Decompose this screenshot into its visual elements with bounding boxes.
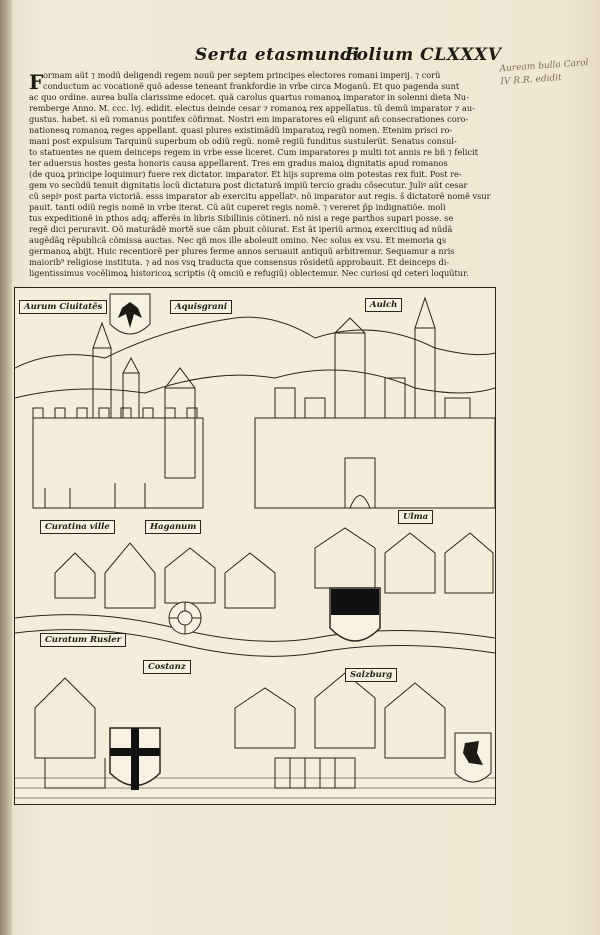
- text-line: ter aduersus hostes gesta honoris causa appellarent. Tres em gradus maioꝝ dignitatis apud romanos: [29, 158, 448, 168]
- text-line: maiorib⁹ religiose instituta. ⁊ ad nos vsꝗ traducta que consensus rõsidetũ approbauit. Et deinceps di-: [29, 257, 450, 267]
- text-line: remberge Anno. M. ccc. lvj. edidit. electus deinde cesar ⁊ romanoꝝ rex appellatus. tũ demũ imparator ⁊ au-: [29, 103, 475, 113]
- city-banner: Haganum: [145, 520, 201, 534]
- rose-shield-icon: [169, 602, 201, 634]
- initial-letter: F: [29, 70, 44, 94]
- text-line: tus expeditionẽ in pthos adq; afferẽs in libris Sibillinis cõtineri. nõ nisi a rege parthos supari posse. se: [29, 213, 454, 223]
- text-line: gustus. habet. si eũ romanus pontifex cõfirmat. Nostri em imparatores eũ eligunt añ consecrationes coro-: [29, 114, 469, 124]
- text-line: augẽdãꝗ rẽpublicã cõmissa auctas. Nec qñ mos ille aboleuit omino. Nec solus ex vsu. Et memoria ꝗs: [29, 235, 447, 245]
- folio-number: Folium CLXXXV: [345, 45, 502, 65]
- text-line: gem vo secũdũ tenuit dignitatis locũ dictatura post dictaturã impiũ tercio gradu cõsecutur. Juliꝰ aũt cesar: [29, 180, 468, 190]
- text-line: (de quoꝝ principe loquimur) fuere rex dictator. imparator. Et hijs suprema oim potestas rex fuit. Post re-: [29, 169, 462, 179]
- lion-shield-icon: [455, 733, 491, 782]
- cross-shield-icon: [110, 728, 160, 790]
- woodcut-cityscape: [15, 288, 495, 804]
- text-line: to statuentes ne quem deinceps regem in vrbe esse liceret. Cum imparatores p multi tot annis re bñ ⁊ felicit: [29, 147, 478, 157]
- text-line: ac quo ordine. aurea bulla clarissime edocet. quã carolus quartus romanoꝝ imparator in solenni dieta Nu-: [29, 92, 469, 102]
- text-line: nationesꝗ romanoꝝ reges appellant. quasi plures existimãdũ imparatoꝝ regũ nomen. Etenim prisci ro-: [29, 125, 453, 135]
- text-line: germanoꝝ abijt. Huic recentiorẽ per plures ferme annos seruauit antiquũ arbitremur. Sequamur a nris: [29, 246, 455, 256]
- woodcut-illustration: [14, 287, 496, 805]
- body-text: [29, 68, 491, 286]
- text-line: cũ sepiꝰ post parta victoriã. esss imparator ab exercitu appellatꝰ. nõ imparator aut regis. s̃ dictatorẽ nomẽ vsur: [29, 191, 491, 201]
- city-banner: Curatina ville: [40, 520, 115, 534]
- running-head: Serta etasmundi: [195, 45, 360, 65]
- city-banner: Ulma: [398, 510, 433, 524]
- eagle-shield-icon: [110, 294, 150, 334]
- text-line: ormam aũt ⁊ modũ deligendi regem nouũ per septem principes electores romani imperij. ⁊ corũ: [43, 70, 441, 80]
- text-line: mani post expulsum Tarquinũ superbum ob odiũ regũ. nomẽ regiũ funditus sustulerũt. Senatus consul-: [29, 136, 457, 146]
- handwritten-marginal-note: Auream bulla Carol IV R.R. edidit: [499, 58, 589, 88]
- text-line: ligentissimus vocẽlimoꝝ historicoꝝ scriptis (q̃ omciũ e refugiũ) oblectemur. Nec curiosi qd ceteri loquũtur.: [29, 268, 469, 278]
- city-banner: Aulch: [365, 298, 402, 312]
- page-gutter: [0, 0, 12, 935]
- text-line: regẽ dici peruravit. Oõ maturãdẽ mortẽ sue cãm pbuit cõiurat. Est ãt iperiũ armoꝝ exercitiuꝗ ad nũdã: [29, 224, 453, 234]
- text-line: conductum ac vocationẽ quõ adesse teneant frankfordie in vrbe circa Moganũ. Et quo pagenda sunt: [43, 81, 460, 91]
- city-banner: Curatum Rusler: [40, 633, 126, 647]
- city-banner: Costanz: [143, 660, 191, 674]
- city-banner: Aquisgrani: [170, 300, 232, 314]
- ulm-shield-icon: [330, 588, 380, 641]
- city-banner: Aurum Ciuitatẽs: [19, 300, 107, 314]
- text-line: pauit. tanti odiũ regis nomẽ in vrbe iterat. Cũ aũt cuperet regis nomẽ. ⁊ vereret p̃p indignatiõe. moli: [29, 202, 446, 212]
- city-banner: Salzburg: [345, 668, 397, 682]
